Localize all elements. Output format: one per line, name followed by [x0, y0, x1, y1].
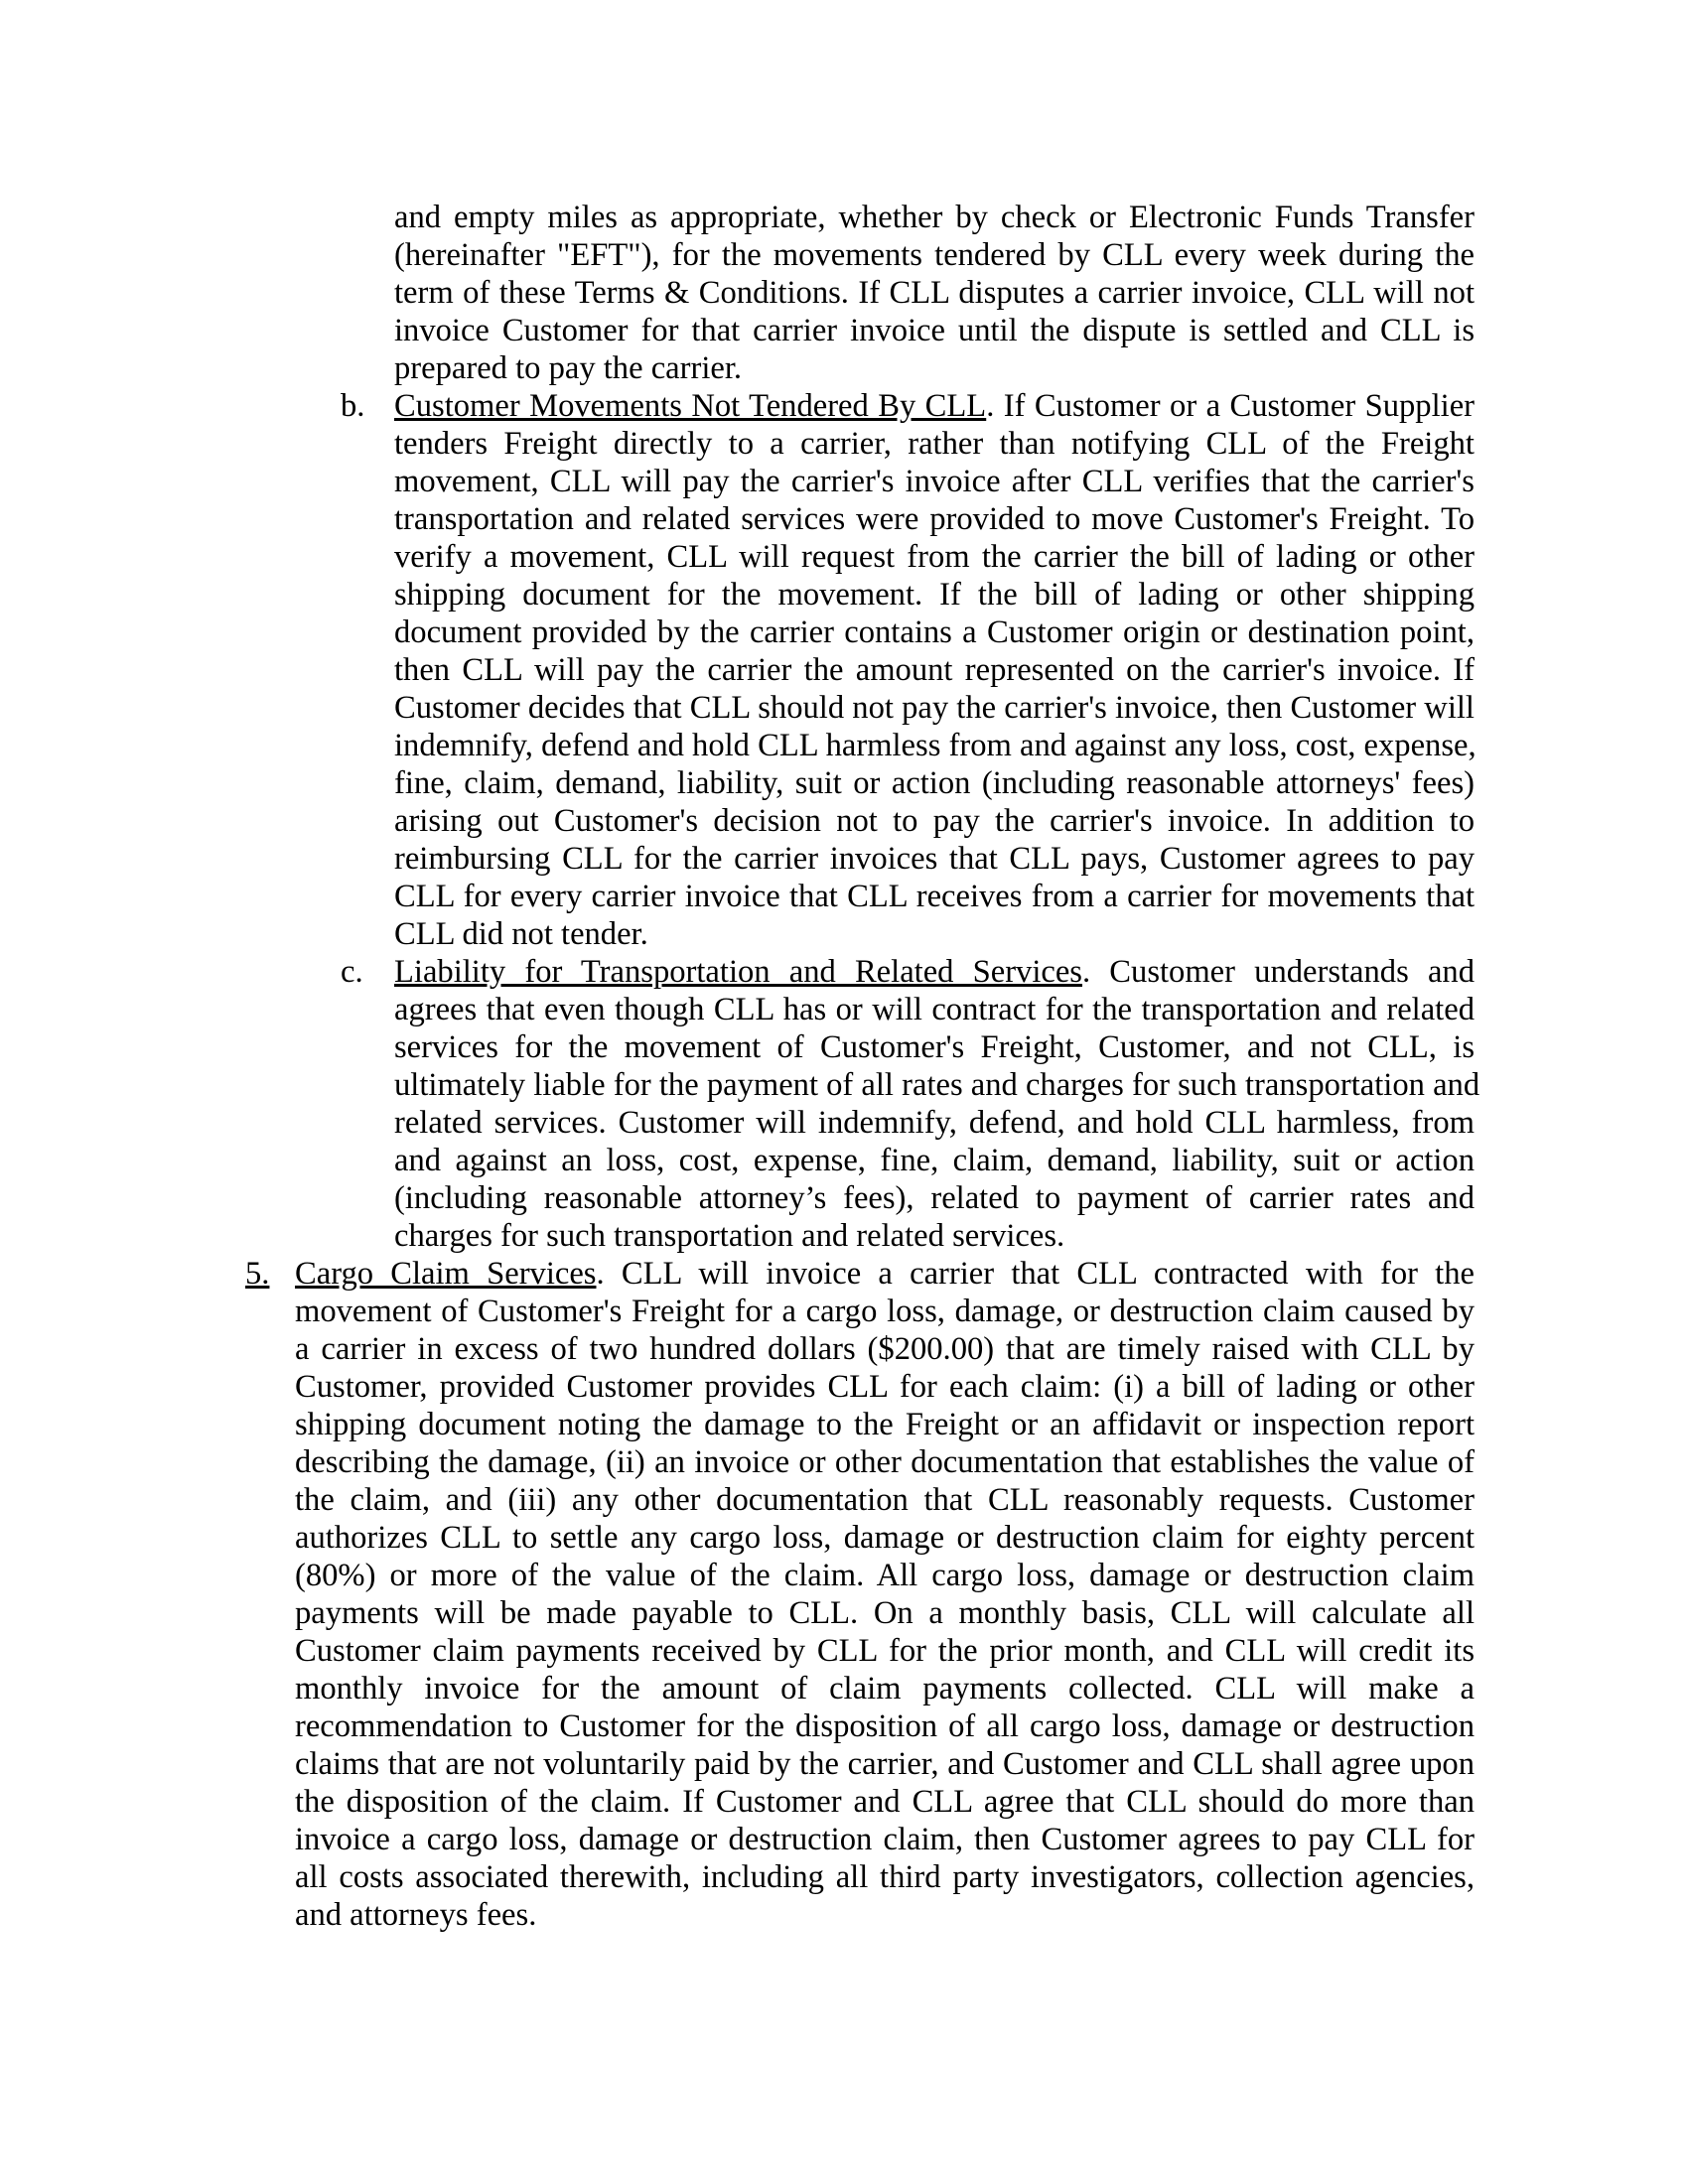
line-text: fine, claim, demand, liability, suit or action (including reasonable attorneys' fees) [394, 765, 1475, 801]
text-row [0, 576, 1688, 614]
text-line [295, 1368, 1475, 1406]
marker-cell [245, 1670, 295, 1707]
text-line [295, 1783, 1475, 1821]
text-row [0, 1896, 1688, 1934]
marker-cell [341, 425, 394, 463]
marker-cell [245, 1821, 295, 1858]
text-row [0, 1858, 1688, 1896]
text-row [0, 1406, 1688, 1443]
line-text: Customer decides that CLL should not pay the carrier's invoice, then Customer will [394, 690, 1475, 726]
text-row [0, 1481, 1688, 1519]
marker-cell [341, 1179, 394, 1217]
text-line [394, 802, 1475, 840]
marker-cell [245, 1406, 295, 1443]
marker-cell [341, 1217, 394, 1255]
marker-cell [245, 1519, 295, 1557]
text-row [0, 199, 1688, 236]
text-row [0, 689, 1688, 727]
line-text: agrees that even though CLL has or will contract for the transportation and related [394, 992, 1475, 1027]
text-row [0, 1368, 1688, 1406]
text-line [394, 764, 1475, 802]
line-text: claims that are not voluntarily paid by the carrier, and Customer and CLL shall agree upon [295, 1746, 1475, 1782]
line-text: arising out Customer's decision not to pay the carrier's invoice. In addition to [394, 803, 1475, 839]
section-heading: Cargo Claim Services [295, 1256, 597, 1292]
text-row [0, 1594, 1688, 1632]
marker-cell [341, 689, 394, 727]
text-row [0, 1745, 1688, 1783]
text-row [0, 1028, 1688, 1066]
marker-cell [341, 764, 394, 802]
marker-cell [245, 1707, 295, 1745]
section-continuation [0, 199, 1688, 387]
marker-cell [341, 500, 394, 538]
text-line [295, 1670, 1475, 1707]
line-text: charges for such transportation and related services. [394, 1218, 1065, 1254]
text-line [394, 500, 1475, 538]
marker-cell [341, 349, 394, 387]
marker-cell [341, 1066, 394, 1104]
marker-cell [341, 878, 394, 915]
line-text: prepared to pay the carrier. [394, 350, 743, 386]
line-text: document provided by the carrier contains a Customer origin or destination point, [394, 614, 1475, 650]
text-line [295, 1896, 1475, 1934]
line-text: . If Customer or a Customer Supplier [986, 388, 1476, 424]
marker-cell [245, 1293, 295, 1330]
text-row [0, 274, 1688, 312]
text-line [295, 1557, 1475, 1594]
text-row [0, 236, 1688, 274]
text-row [0, 1066, 1688, 1104]
marker-cell [245, 1896, 295, 1934]
text-row [0, 312, 1688, 349]
text-line [394, 1104, 1475, 1142]
text-row [0, 878, 1688, 915]
line-text: indemnify, defend and hold CLL harmless from and against any loss, cost, expense, [394, 728, 1477, 763]
text-row [0, 991, 1688, 1028]
marker-cell [245, 1783, 295, 1821]
text-line [394, 915, 1475, 953]
line-text: transportation and related services were provided to move Customer's Freight. To [394, 501, 1475, 537]
line-text: reimbursing CLL for the carrier invoices that CLL pays, Customer agrees to pay [394, 841, 1475, 877]
marker-cell [341, 538, 394, 576]
marker-cell [341, 991, 394, 1028]
text-line [394, 840, 1475, 878]
text-row [0, 1255, 1688, 1293]
marker-cell [245, 1594, 295, 1632]
section-heading: Liability for Transportation and Related Services [394, 954, 1082, 990]
marker-cell [245, 1368, 295, 1406]
text-row [0, 651, 1688, 689]
text-line [295, 1330, 1475, 1368]
text-line [394, 1217, 1475, 1255]
marker-cell [341, 576, 394, 614]
line-text: a carrier in excess of two hundred dollars ($200.00) that are timely raised with CLL by [295, 1331, 1475, 1367]
marker-cell [341, 953, 394, 991]
text-row [0, 802, 1688, 840]
text-line [394, 538, 1475, 576]
text-line [394, 312, 1475, 349]
text-line [394, 953, 1475, 991]
text-line [394, 274, 1475, 312]
line-text: shipping document noting the damage to the Freight or an affidavit or inspection report [295, 1407, 1475, 1442]
line-text: term of these Terms & Conditions. If CLL disputes a carrier invoice, CLL will not [394, 275, 1475, 311]
text-row [0, 1217, 1688, 1255]
marker-cell [341, 274, 394, 312]
text-line [394, 689, 1475, 727]
text-row [0, 1443, 1688, 1481]
text-line [295, 1745, 1475, 1783]
text-line [295, 1443, 1475, 1481]
marker-cell [245, 1745, 295, 1783]
marker-cell [245, 1632, 295, 1670]
section-liability-for-transportation-and-related-services [0, 953, 1688, 1255]
text-line [394, 727, 1475, 764]
text-line [394, 991, 1475, 1028]
text-line [394, 349, 1475, 387]
text-row [0, 425, 1688, 463]
text-line [394, 1028, 1475, 1066]
line-text: (80%) or more of the value of the claim. All cargo loss, damage or destruction claim [295, 1558, 1475, 1593]
marker-cell [341, 463, 394, 500]
text-line [394, 576, 1475, 614]
line-text: . CLL will invoice a carrier that CLL contracted with for the [596, 1256, 1475, 1292]
text-line [394, 651, 1475, 689]
text-line [394, 425, 1475, 463]
text-line [295, 1707, 1475, 1745]
text-row [0, 349, 1688, 387]
text-row [0, 387, 1688, 425]
line-text: Customer, provided Customer provides CLL for each claim: (i) a bill of lading or other [295, 1369, 1475, 1405]
text-row [0, 953, 1688, 991]
text-line [394, 878, 1475, 915]
text-line [295, 1481, 1475, 1519]
marker-cell [341, 802, 394, 840]
line-text: Customer claim payments received by CLL for the prior month, and CLL will credit its [295, 1633, 1475, 1669]
text-row [0, 1707, 1688, 1745]
text-row [0, 727, 1688, 764]
line-text: tenders Freight directly to a carrier, rather than notifying CLL of the Freight [394, 426, 1475, 462]
line-text: and empty miles as appropriate, whether by check or Electronic Funds Transfer [394, 200, 1475, 235]
line-text: (including reasonable attorney’s fees), related to payment of carrier rates and [394, 1180, 1475, 1216]
line-text: movement, CLL will pay the carrier's invoice after CLL verifies that the carrier's [394, 464, 1475, 499]
line-text: verify a movement, CLL will request from the carrier the bill of lading or other [394, 539, 1475, 575]
marker-cell [341, 199, 394, 236]
marker-cell [341, 387, 394, 425]
line-text: monthly invoice for the amount of claim payments collected. CLL will make a [295, 1671, 1475, 1706]
line-text: services for the movement of Customer's Freight, Customer, and not CLL, is [394, 1029, 1475, 1065]
marker-cell [341, 1142, 394, 1179]
text-line [394, 387, 1475, 425]
marker-cell [245, 1481, 295, 1519]
text-line [295, 1594, 1475, 1632]
text-line [394, 199, 1475, 236]
text-row [0, 915, 1688, 953]
marker-cell [341, 614, 394, 651]
text-row [0, 1670, 1688, 1707]
text-row [0, 500, 1688, 538]
text-line [394, 1179, 1475, 1217]
text-row [0, 538, 1688, 576]
line-text: invoice Customer for that carrier invoice until the dispute is settled and CLL is [394, 313, 1475, 348]
marker-cell [245, 1330, 295, 1368]
line-text: authorizes CLL to settle any cargo loss, damage or destruction claim for eighty percent [295, 1520, 1475, 1556]
text-row [0, 1821, 1688, 1858]
text-row [0, 1179, 1688, 1217]
text-line [394, 1066, 1480, 1104]
line-text: related services. Customer will indemnify, defend, and hold CLL harmless, from [394, 1105, 1475, 1141]
line-text: then CLL will pay the carrier the amount represented on the carrier's invoice. If [394, 652, 1475, 688]
text-row [0, 1142, 1688, 1179]
line-text: and attorneys fees. [295, 1897, 537, 1933]
marker-cell [245, 1557, 295, 1594]
marker-cell [341, 840, 394, 878]
marker-cell [341, 915, 394, 953]
section-heading: Customer Movements Not Tendered By CLL [394, 388, 987, 424]
line-text: . Customer understands and [1081, 954, 1475, 990]
line-text: invoice a cargo loss, damage or destruction claim, then Customer agrees to pay CLL for [295, 1822, 1475, 1857]
text-row [0, 1519, 1688, 1557]
marker-cell [341, 236, 394, 274]
line-text: the claim, and (iii) any other documentation that CLL reasonably requests. Customer [295, 1482, 1475, 1518]
marker-cell [341, 651, 394, 689]
marker-cell [245, 1858, 295, 1896]
text-line [394, 236, 1475, 274]
text-line [295, 1406, 1475, 1443]
text-row [0, 1330, 1688, 1368]
text-line [295, 1255, 1475, 1293]
text-row [0, 463, 1688, 500]
text-row [0, 1557, 1688, 1594]
marker-cell [245, 1255, 295, 1293]
text-line [295, 1519, 1475, 1557]
line-text: (hereinafter "EFT"), for the movements tendered by CLL every week during the [394, 237, 1475, 273]
text-line [394, 1142, 1475, 1179]
list-marker: b. [341, 388, 365, 424]
text-row [0, 840, 1688, 878]
list-marker: c. [341, 954, 363, 990]
text-line [394, 614, 1475, 651]
text-row [0, 1783, 1688, 1821]
line-text: CLL did not tender. [394, 916, 648, 952]
text-line [295, 1293, 1475, 1330]
line-text: and against an loss, cost, expense, fine, claim, demand, liability, suit or action [394, 1143, 1475, 1178]
line-text: payments will be made payable to CLL. On a monthly basis, CLL will calculate all [295, 1595, 1475, 1631]
document-page [0, 199, 1688, 1934]
text-row [0, 1293, 1688, 1330]
line-text: CLL for every carrier invoice that CLL receives from a carrier for movements that [394, 879, 1475, 914]
line-text: describing the damage, (ii) an invoice or other documentation that establishes the value of [295, 1444, 1475, 1480]
line-text: ultimately liable for the payment of all rates and charges for such transportation and [394, 1067, 1480, 1103]
line-text: the disposition of the claim. If Customer and CLL agree that CLL should do more than [295, 1784, 1475, 1820]
marker-cell [341, 1028, 394, 1066]
text-line [295, 1858, 1475, 1896]
marker-cell [341, 1104, 394, 1142]
line-text: all costs associated therewith, including all third party investigators, collection agencies, [295, 1859, 1475, 1895]
text-line [295, 1632, 1475, 1670]
line-text: movement of Customer's Freight for a cargo loss, damage, or destruction claim caused by [295, 1294, 1475, 1329]
line-text: shipping document for the movement. If the bill of lading or other shipping [394, 577, 1475, 613]
line-text: recommendation to Customer for the disposition of all cargo loss, damage or destruction [295, 1708, 1475, 1744]
text-row [0, 764, 1688, 802]
text-line [394, 463, 1475, 500]
text-line [295, 1821, 1475, 1858]
section-cargo-claim-services [0, 1255, 1688, 1934]
marker-cell [341, 312, 394, 349]
list-marker: 5. [245, 1256, 270, 1292]
marker-cell [245, 1443, 295, 1481]
section-customer-movements-not-tendered-by-cll [0, 387, 1688, 953]
text-row [0, 1104, 1688, 1142]
text-row [0, 1632, 1688, 1670]
text-row [0, 614, 1688, 651]
marker-cell [341, 727, 394, 764]
